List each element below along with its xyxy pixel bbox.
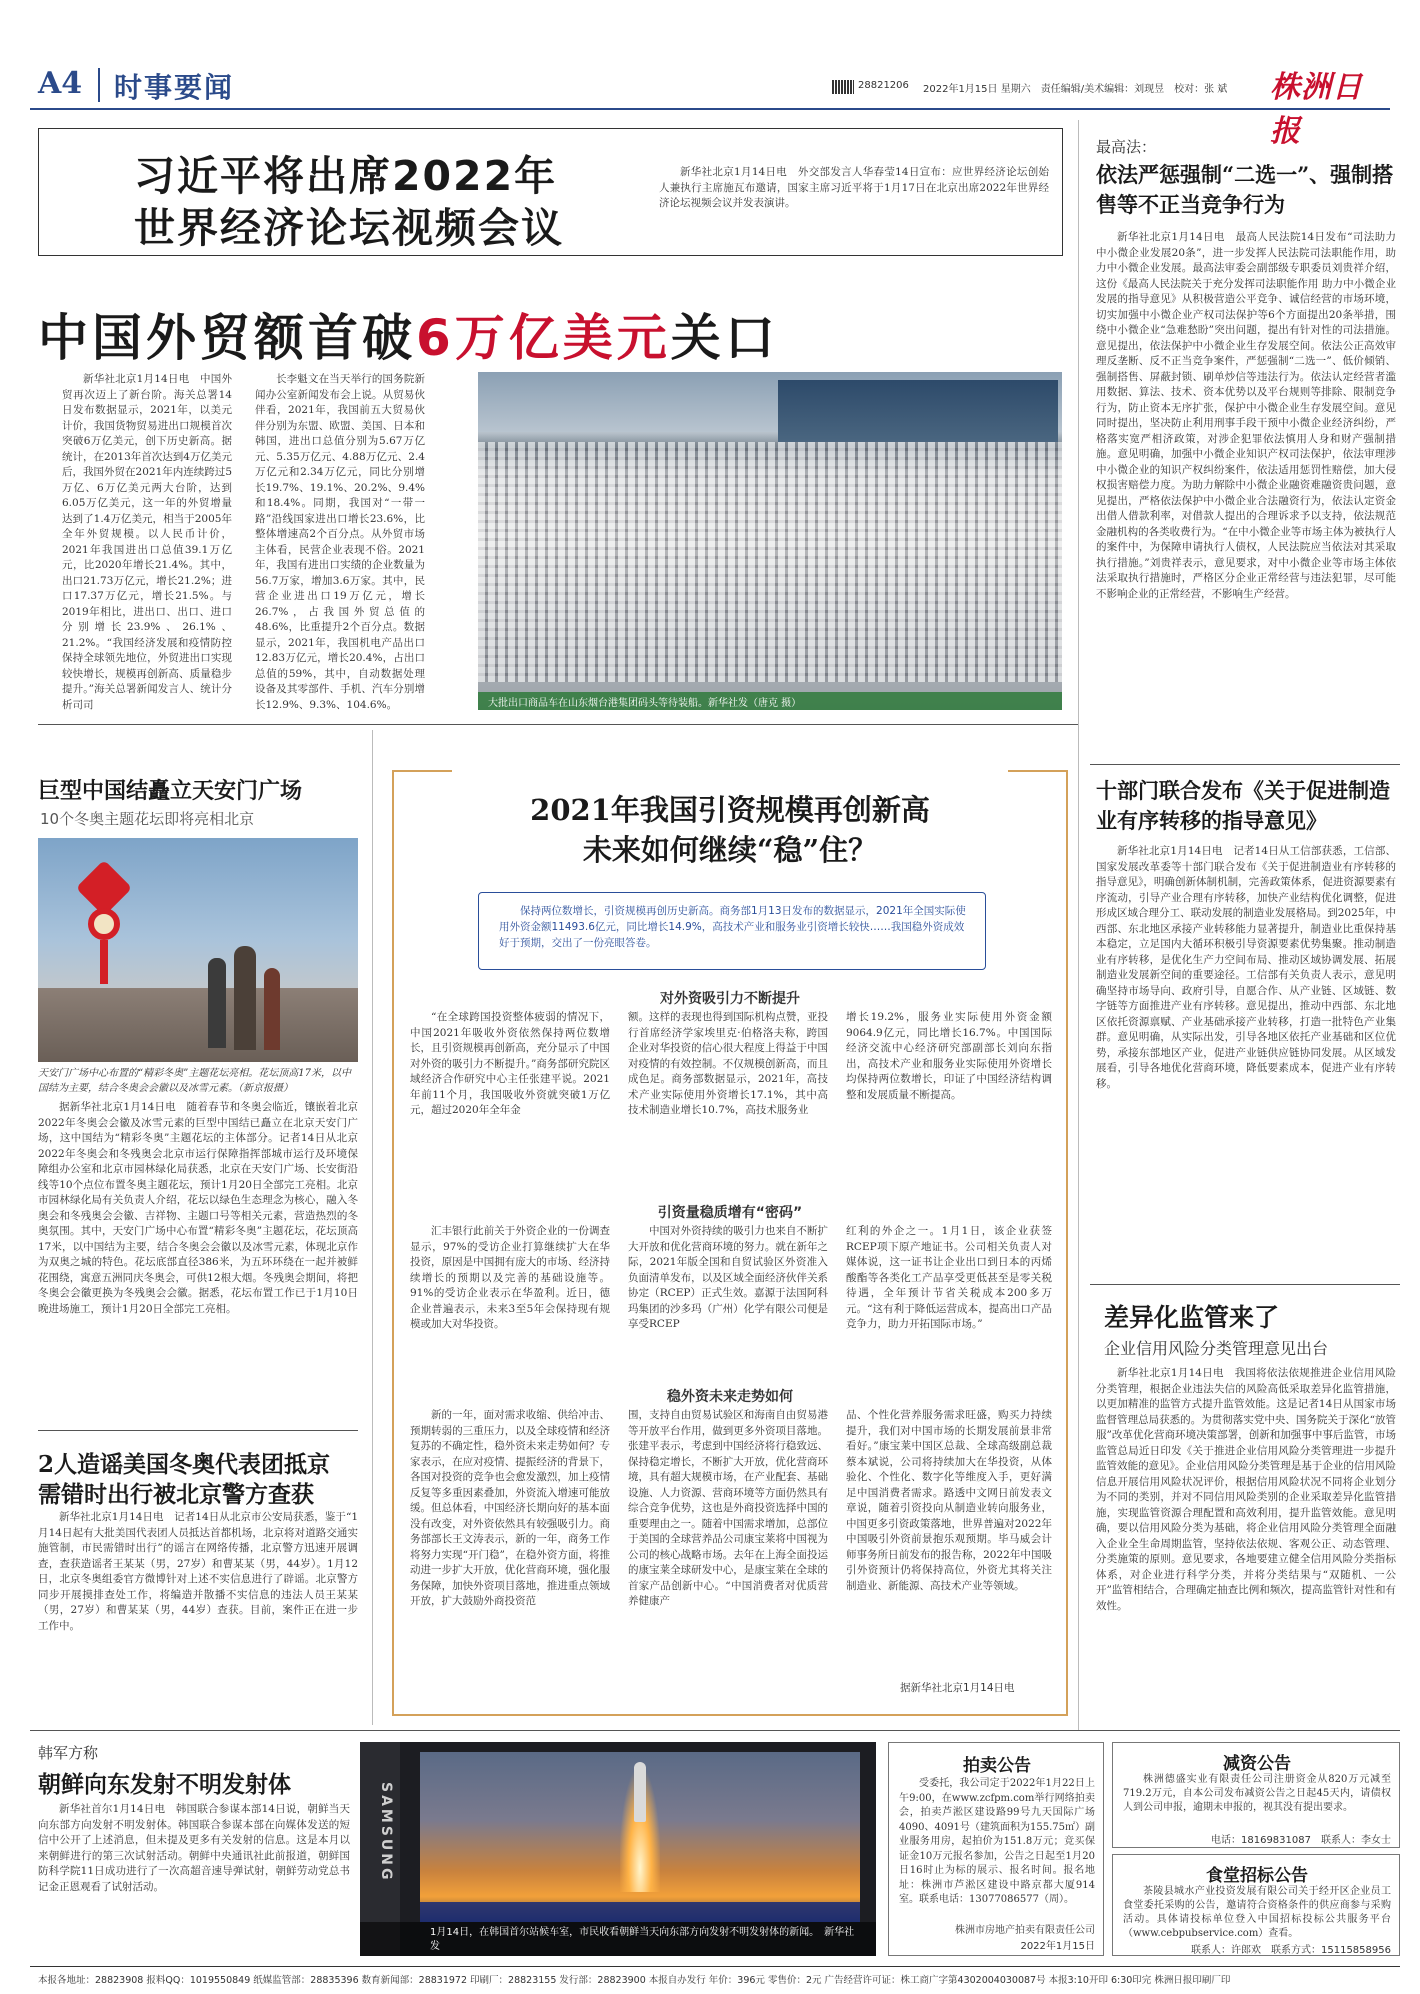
invest-c3a: 新的一年，面对需求收缩、供给冲击、预期转弱的三重压力，以及全球疫情和经济复苏的不确定性，稳外资未来走势如何？专家表示，在应对疫情、提振经济的背景下，各国对投资的竞争也会愈发激烈，加上疫情反复等多重因素叠加，外资流入增速可能放缓。但总体看，中国经济长期向好的基本面没有改变，对外资依然具有较强吸引力。商务部部长王文涛表示，新的一年，商务工作将努力实现“开门稳”，在稳外资方面，将推动进一步扩大开放，优化营商环境，强化服务保障，加快外资项目落地，推进重点领域开放，扩大鼓励外商投资范: [410, 1409, 610, 1607]
invest-c3c: 品、个性化营养服务需求旺盛，购买力持续提升，我们对中国市场的长期发展前景非常看好。”康宝莱中国区总裁、全球高级副总裁蔡本斌说，公司将持续加大在华投资，从体验化、个性化、数字化等维度入手，更好满足中国消费者需求。路透中文网日前发表文章说，随着引资投向从制造业转向服务业，中国更多引资政策落地，世界普遍对2022年中国吸引外资前景抱乐观预期。毕马威会计师事务所日前发布的报告称，2022年中国吸引外资预计仍将保持高位，外资尤其将关注制造业、新能源、高技术产业等领域。: [846, 1409, 1052, 1592]
invest-title-line2: 未来如何继续“稳”住？: [582, 833, 878, 867]
capital-title: 减资公告: [1223, 1754, 1291, 1774]
page-number: A4: [38, 66, 83, 101]
invest-summary: 保持两位数增长，引资规模再创历史新高。商务部1月13日发布的数据显示，2021年全国实际使用外资金额11493.6亿元，同比增长14.9%，高技术产业和服务业引资增长较快……我国稳外资成效好于预期，交出了一份亮眼答卷。: [499, 905, 966, 949]
sidebar-article1-body: 新华社北京1月14日电 最高人民法院14日发布“司法助力中小微企业发展20条”，进一步发挥人民法院司法职能作用，助力中小微企业发展。最高法审委会副部级专职委员刘贵祥介绍，这份《最高人民法院关于充分发挥司法职能作用 助力中小微企业发展的指导意见》从积极营造公平竞争、诚信经营的市场环境，切实加强中小微企业产权司法保护等6个方面提出20条举措，围绕中小微企业“急难愁盼”突出问题，提出有针对性的司法措施。意见提出，依法保护中小微企业生存发展空间。依法公正高效审理反垄断、反不正当竞争案件，严惩强制“二选一”、低价倾销、强制搭售、屏蔽封锁、刷单炒信等违法行为。依法认定经营者滥用数据、算法、技术、资本优势以及平台规则等排除、限制竞争行为，防止资本无序扩张，保护中小微企业生存发展空间。意见同时提出，坚决防止利用刑事手段干预中小微企业经济纠纷，严格落实宽严相济政策，对涉企犯罪依法慎用人身和财产强制措施。意见明确，加强中小微企业知识产权司法保护，依法审理涉中小微企业的知识产权纠纷案件，依法适用惩罚性赔偿，加大侵权损害赔偿力度。为助力解除中小微企业融资难融资贵问题，意见提出，严格依法保护中小微企业合法融资行为，依法认定资金出借人借款利率，对借款人提出的合理诉求予以支持，依法规范金融机构的各类收费行为。“在中小微企业等市场主体为被执行人的案件中，为保障申请执行人债权，人民法院应当依法对其采取执行措施。”刘贵祥表示，意见要求，对中小微企业等市场主体依法采取执行措施时，严格区分企业正常经营与违法犯罪，尽可能不影响企业的正常经营，不影响生产经营。: [1096, 231, 1396, 600]
invest-subhead-2: 引资量稳质增有“密码”: [657, 1205, 803, 1221]
auction-title: 拍卖公告: [963, 1756, 1031, 1776]
capital-reduction-notice: [1112, 1742, 1400, 1848]
canteen-body: 茶陵县城水产业投资发展有限公司关于经开区企业员工食堂委托采购的公告，邀请符合资格条件的供应商参与采购活动。具体请投标单位登入中国招标投标公共服务平台（www.cebpubservice.com）查看。: [1123, 1886, 1391, 1939]
invest-summary-box: [478, 892, 986, 970]
invest-c1c: 增长19.2%，服务业实际使用外资金额9064.9亿元，同比增长16.7%。中国国际经济交流中心经济研究部副部长刘向东指出，高技术产业和服务业实际使用外资增长均保持两位数增长，印证了中国经济结构调整和发展质量不断提高。: [846, 1011, 1052, 1101]
lead-body: 新华社北京1月14日电 外交部发言人华春莹14日宣布：应世界经济论坛创始人兼执行主席施瓦布邀请，国家主席习近平将于1月17日在北京出席2022年世界经济论坛视频会议并发表演讲。: [659, 166, 1049, 209]
rumor-title-line1: 2人造谣美国冬奥代表团抵京: [38, 1451, 331, 1478]
header-phone: 28821206: [858, 80, 909, 91]
lead-story-box: [38, 128, 1063, 256]
sidebar-article3-title: 差异化监管来了: [1104, 1303, 1280, 1332]
invest-title-line1: 2021年我国引资规模再创新高: [530, 793, 930, 827]
nk-title: 朝鲜向东发射不明发射体: [38, 1771, 291, 1798]
trade-headline: [38, 298, 1078, 367]
invest-c2c: 红利的外企之一。1月1日，该企业获签RCEP项下原产地证书。公司相关负责人对媒体说，这一证书让企业出口到日本的丙烯酸酯等各类化工产品享受更低甚至是零关税待遇，全年预计节省关税成本200多万元。“这有利于降低运营成本，提高出口产品竞争力，助力开拓国际市场。”: [846, 1225, 1052, 1330]
trade-column-2: 长李魁文在当天举行的国务院新闻办公室新闻发布会上说。从贸易伙伴看，2021年，我国前五大贸易伙伴分别为东盟、欧盟、美国、日本和韩国，进出口总值分别为5.67万亿元、5.35万亿元、4.88万亿元、2.4万亿元和2.34万亿元，同比分别增长19.7%、19.1%、20.2%、9.4%和18.4%。同期，我国对“一带一路”沿线国家进出口增长23.6%，比整体增速高2个百分点。从外贸市场主体看，民营企业表现不俗。2021年，我国有进出口实绩的企业数量为56.7万家，增加3.6万家。其中，民营企业进出口19万亿元，增长26.7%，占我国外贸总值的48.6%，比重提升2个百分点。数据显示，2021年，我国机电产品出口12.83万亿元，增长20.4%，占出口总值的59%，其中，自动数据处理设备及其零部件、手机、汽车分别增长12.9%、9.3%、104.6%。: [255, 373, 425, 711]
trade-title-post: 关口: [670, 309, 779, 367]
trade-column-1: 新华社北京1月14日电 中国外贸再次迈上了新台阶。海关总署14日发布数据显示，2021年，以美元计价，我国货物贸易进出口规模首次突破6万亿美元，创下历史新高。据统计，在2013年首次达到4万亿美元后，我国外贸在2021年内连续跨过5万亿、6万亿美元两大台阶，达到6.05万亿美元，这一年的外贸增量达到了1.4万亿美元，相当于2005年全年外贸规模。以人民币计价，2021年我国进出口总值39.1万亿元，比2020年增长21.4%。其中，出口21.73万亿元，增长21.2%；进口17.37万亿元，增长21.5%。与2019年相比，进出口、出口、进口分别增长23.9%、26.1%、21.2%。“我国经济发展和疫情防控保持全球领先地位，外贸进出口实现较快增长，规模再创新高、质量稳步提升。”海关总署新闻发言人、统计分析司司: [62, 373, 232, 711]
nk-photo-caption: 1月14日，在韩国首尔站候车室，市民收看朝鲜当天向东部方向发射不明发射体的新闻。 新华社发: [430, 1927, 855, 1952]
nk-kicker: 韩军方称: [38, 1744, 99, 1762]
flower-title: 巨型中国结矗立天安门广场: [38, 778, 303, 804]
invest-c2a: 汇丰银行此前关于外资企业的一份调查显示，97%的受访企业打算继续扩大在华投资，原因是中国拥有庞大的市场、经济持续增长的预期以及完善的基础设施等。91%的受访企业表示在华盈利。近日，德企业普遍表示，未来3至5年会保持现有规模或加大对华投资。: [410, 1225, 610, 1330]
canteen-contact: 联系人：许郎欢 联系方式：15115858956: [1191, 1945, 1391, 1956]
lead-title-line2: 世界经济论坛视频会议: [134, 204, 564, 252]
flower-subtitle: 10个冬奥主题花坛即将亮相北京: [40, 810, 255, 828]
trade-title-highlight: 6万亿美元: [416, 309, 671, 367]
sidebar-article3-body: 新华社北京1月14日电 我国将依法依规推进企业信用风险分类管理，根据企业违法失信的风险高低采取差异化监管措施，以更加精准的监管方式提升监管效能。这是记者14日从国家市场监督管理总局获悉的。为贯彻落实党中央、国务院关于深化“放管服”改革优化营商环境决策部署，创新和加强事中事后监管，市场监管总局近日印发《关于推进企业信用风险分类管理进一步提升监管效能的意见》。企业信用风险分类管理是基于企业的信用风险信息开展信用风险状况评价，根据信用风险状况不同将企业划分为不同的类别，并对不同信用风险类别的企业采取差异化监管措施，实现监管资源合理配置和高效利用，提升监管效能。意见明确，要以信用风险分类为基础，将企业信用风险分类管理全面融入企业全生命周期监管，坚持依法依规、客观公正、动态管理、分类施策的原则。意见要求，各地要建立健全信用风险分类指标体系，对企业进行科学分类，并将分类结果与“双随机、一公开”监管相结合，合理确定抽查比例和频次，提高监管针对性和有效性。: [1096, 1367, 1396, 1612]
sidebar-article1-title: 依法严惩强制“二选一”、强制搭售等不正当竞争行为: [1096, 162, 1394, 217]
invest-c3b: 围，支持自由贸易试验区和海南自由贸易港等开放平台作用，做到更多外资项目落地。张建平表示，考虑到中国经济将行稳致远、保持稳定增长，不断扩大开放，优化营商环境，具有超大规模市场，在产业配套、基础设施、人力资源、营商环境等方面仍然具有综合竞争优势，这也是外商投资选择中国的重要理由之一。随着中国需求增加，总部位于美国的全球营养品公司康宝莱将中国视为公司的核心战略市场。去年在上海全面投运的康宝莱全球研发中心，是康宝莱在全球的首家产品创新中心。“中国消费者对优质营养健康产: [628, 1409, 828, 1607]
sidebar-article2-body: 新华社北京1月14日电 记者14日从工信部获悉，工信部、国家发展改革委等十部门联合发布《关于促进制造业有序转移的指导意见》，明确创新体制机制，完善政策体系，促进资源要素有序流动，引导产业合理有序转移，加快产业结构优化调整，促进形成区域合理分工、联动发展的制造业发展格局。到2025年，中西部、东北地区承接产业转移能力显著提升，制造业比重保持基本稳定，立足国内大循环积极引导资源要素优势集聚。推动制造业有序转移，是优化生产力空间布局、推动区域协调发展、拓展制造业发展新空间的重要途径。工信部有关负责人表示，意见明确坚持市场导向、政府引导，自愿合作、从产业链、区域链、数字链等方面推进产业有序转移。意见提出，推动中西部、东北地区依托资源禀赋、产业基础承接产业转移，打造一批特色产业集群。意见明确，从实际出发，引导各地区依托产业基础和区位优势，承接东部地区产业，促进产业链供应链协同发展。从区域发展看，引导各地优化营商环境，降低要素成本，促进产业有序转移。: [1096, 845, 1396, 1090]
lead-title-line1: 习近平将出席2022年: [134, 152, 558, 200]
nk-photo: [360, 1742, 876, 1956]
rumor-title-line2: 需错时出行被北京警方查获: [38, 1481, 314, 1508]
canteen-title: 食堂招标公告: [1206, 1866, 1308, 1886]
barcode-icon: [832, 80, 854, 94]
page-footer: 本报各地址：28823908 报料QQ：1019550849 纸媒监管部：28835396 数育新闻部：28831972 印刷厂：28823155 发行部：28823900 本报自办发行 年价：396元 零售价：2元 广告经营许可证：株工商广字第4302004030087号 本报3:10开印 6:30印完 株洲日报印刷厂印: [38, 1975, 1231, 1986]
invest-byline: 据新华社北京1月14日电: [900, 1682, 1015, 1694]
flower-body: 据新华社北京1月14日电 随着春节和冬奥会临近，镶嵌着北京2022年冬奥会会徽及冰雪元素的巨型中国结已矗立在北京天安门广场，这中国结为“精彩冬奥”主题花坛的主体部分。记者14日从北京2022年冬奥会和冬残奥会北京市运行保障指挥部城市运行及环境保障组办公室和北京市园林绿化局获悉，北京在天安门广场、长安街沿线等10个点位布置冬奥主题花坛，预计1月20日全部完工亮相。北京市园林绿化局有关负责人介绍，花坛以绿色生态理念为核心，融入冬奥会和冬残奥会会徽、吉祥物、主题口号等相关元素，营造热烈的冬奥氛围。其中，天安门广场中心布置“精彩冬奥”主题花坛，花坛顶高17米，以中国结为主要，结合冬奥会会徽以及冰雪元素，体现北京作为双奥之城的特色。花坛底部直径386米，为五环环绕在一起并被鲜花围绕，寓意五洲同庆冬奥会，可供12根大烟。冬残奥会期间，将把冬奥会会徽更换为冬残奥会会徽。据悉，花坛布置工作已于1月10日晚进场施工，预计1月20日全部完工亮相。: [38, 1101, 358, 1315]
invest-c2b: 中国对外资持续的吸引力也来自不断扩大开放和优化营商环境的努力。就在新年之际，2021年版全国和自贸试验区外资准入负面清单发布，以及区域全面经济伙伴关系协定（RCEP）正式生效。嘉源于法国阿科玛集团的沙多玛（广州）化学有限公司便是享受RCEP: [628, 1225, 828, 1330]
header-date-line: 2022年1月15日 星期六 责任编辑/美术编辑：刘现昱 校对：张 斌: [923, 84, 1228, 95]
sidebar-article3-subtitle: 企业信用风险分类管理意见出台: [1104, 1339, 1329, 1358]
newspaper-logo: 株洲日报: [1270, 70, 1363, 149]
auction-signature-date: 2022年1月15日: [1020, 1941, 1095, 1952]
auction-notice: [888, 1742, 1104, 1956]
tv-brand-label: SAMSUNG: [378, 1782, 394, 1883]
invest-subhead-1: 对外资吸引力不断提升: [660, 991, 800, 1007]
capital-body: 株洲德盛实业有限责任公司注册资金从820万元减至719.2万元，自本公司发布减资公告之日起45天内，请债权人到公司申报，逾期未申报的，视其没有提出要求。: [1123, 1774, 1391, 1813]
invest-c1a: “在全球跨国投资整体疲弱的情况下，中国2021年吸收外资依然保持两位数增长，且引资规模再创新高，充分显示了中国对外资的吸引力不断提升。”商务部研究院区域经济合作研究中心主任张建平说。2021年前11个月，我国吸收外资就突破1万亿元，超过2020年全年金: [410, 1011, 610, 1116]
trade-title-pre: 中国外贸额首破: [38, 309, 416, 367]
sidebar-article1-kicker: 最高法：: [1096, 138, 1157, 156]
sidebar-article2-title: 十部门联合发布《关于促进制造业有序转移的指导意见》: [1096, 778, 1390, 833]
flower-photo-caption: 天安门广场中心布置的“精彩冬奥”主题花坛亮相。花坛顶高17米，以中国结为主要，结合冬奥会会徽以及冰雪元素。（新京报摄）: [38, 1068, 351, 1094]
nk-body: 新华社首尔1月14日电 韩国联合参谋本部14日说，朝鲜当天向东部方向发射不明发射体。韩国联合参谋本部在向媒体发送的短信中公开了上述消息，但未提及更多有关发射的信息。这是本月以来朝鲜进行的第三次试射活动。朝鲜中央通讯社此前报道，朝鲜国防科学院11日成功进行了一次高超音速导弹试射，朝鲜劳动党总书记金正恩观看了试射活动。: [38, 1803, 350, 1893]
flower-photo: [38, 838, 358, 1062]
capital-contact: 电话：18169831087 联系人：李女士: [1211, 1835, 1391, 1846]
rumor-body: 新华社北京1月14日电 记者14日从北京市公安局获悉，鉴于“1月14日起有大批美国代表团人员抵达首都机场，北京将对道路交通实施管制，市民需错时出行”的谣言在网络传播，北京警方迅速开展调查，查获造谣者王某某（男，27岁）和曹某某（男，44岁）。1月12日，北京冬奥组委官方微博针对上述不实信息进行了辟谣。北京警方同步开展摸排查处工作，将编造并散播不实信息的违法人员王某某（男，27岁）和曹某某（男，44岁）查获。目前，案件正在进一步工作中。: [38, 1511, 358, 1632]
canteen-tender-notice: [1112, 1854, 1400, 1956]
port-photo: [478, 372, 1062, 710]
invest-c1b: 额。这样的表现也得到国际机构点赞，亚投行首席经济学家埃里克·伯格洛夫称，跨国企业对华投资的信心很大程度上得益于中国对疫情的有效控制。不仅规模创新高，而且成色足。商务部数据显示，2021年，高技术产业实际使用外资增长17.1%，其中高技术制造业增长10.7%，高技术服务业: [628, 1011, 828, 1116]
invest-subhead-3: 稳外资未来走势如何: [667, 1389, 793, 1405]
auction-signature-company: 株洲市房地产拍卖有限责任公司: [955, 1925, 1095, 1936]
section-title: 时事要闻: [114, 71, 235, 104]
auction-body: 受委托，我公司定于2022年1月22日上午9:00，在www.zcfpm.com举行网络拍卖会，拍卖芦淞区建设路99号九天国际广场4090、4091号（建筑面积为155.75㎡）副业服务用房，起拍价为151.8万元；竞买保证金10万元报名参加，公告之日起至1月20日16时止为标的展示、报名时间。报名地址：株洲市芦淞区建设中路京都大厦914室。联系电话：13077086577（周）。: [899, 1778, 1095, 1905]
port-photo-caption: 大批出口商品车在山东烟台港集团码头等待装船。新华社发（唐克 摄）: [488, 698, 802, 709]
